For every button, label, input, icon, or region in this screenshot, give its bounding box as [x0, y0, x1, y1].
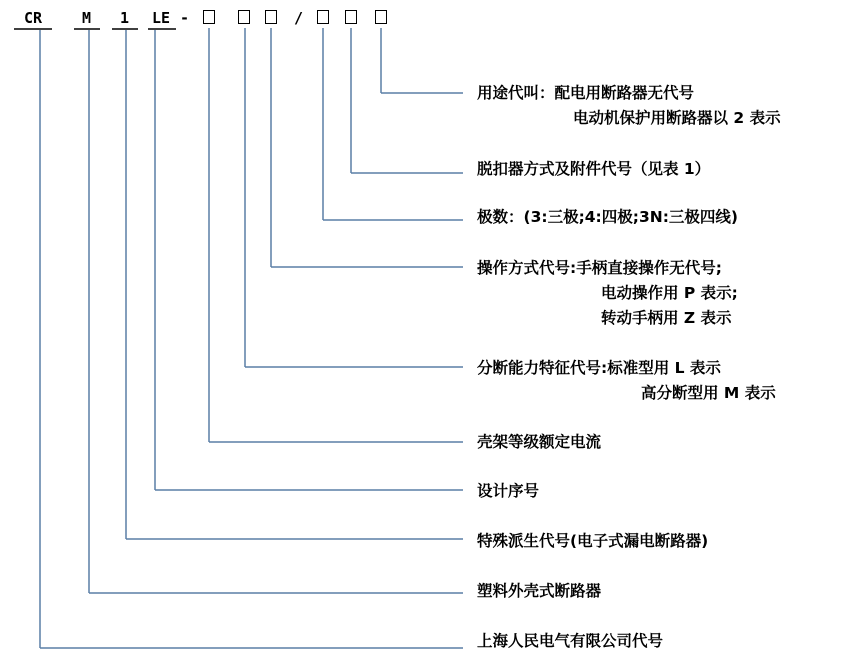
- code-seg-1: 1: [120, 9, 130, 27]
- code-seg-company: CR: [24, 9, 43, 27]
- label-operation-line1: 操作方式代号:手柄直接操作无代号;: [477, 259, 722, 277]
- label-purpose-line1: 用途代叫：配电用断路器无代号: [477, 84, 695, 102]
- label-breaking-line1: 分断能力特征代号:标准型用 L 表示: [477, 359, 721, 377]
- label-operation-line2: 电动操作用 P 表示;: [601, 284, 738, 302]
- code-dash: -: [180, 9, 190, 27]
- placeholder-box-poles: [317, 10, 329, 24]
- label-special: 特殊派生代号(电子式漏电断路器): [477, 532, 709, 550]
- placeholder-box-release: [345, 10, 357, 24]
- label-company: 上海人民电气有限公司代号: [477, 632, 664, 650]
- code-seg-le: LE: [152, 9, 171, 27]
- placeholder-box-frame: [203, 10, 215, 24]
- label-release: 脱扣器方式及附件代号（见表 1）: [477, 160, 711, 178]
- code-seg-m: M: [82, 9, 92, 27]
- placeholder-box-operation: [265, 10, 277, 24]
- placeholder-box-purpose: [375, 10, 387, 24]
- label-frame: 壳架等级额定电流: [477, 433, 602, 451]
- label-poles: 极数：(3:三极;4:四极;3N:三极四线): [477, 208, 738, 226]
- placeholder-box-breaking: [238, 10, 250, 24]
- label-operation-line3: 转动手柄用 Z 表示: [601, 309, 732, 327]
- code-slash: /: [294, 9, 304, 27]
- label-design: 设计序号: [477, 482, 540, 500]
- label-breaking-line2: 高分断型用 M 表示: [641, 384, 776, 402]
- label-purpose-line2: 电动机保护用断路器以 2 表示: [573, 109, 781, 127]
- label-molded: 塑料外壳式断路器: [477, 582, 602, 600]
